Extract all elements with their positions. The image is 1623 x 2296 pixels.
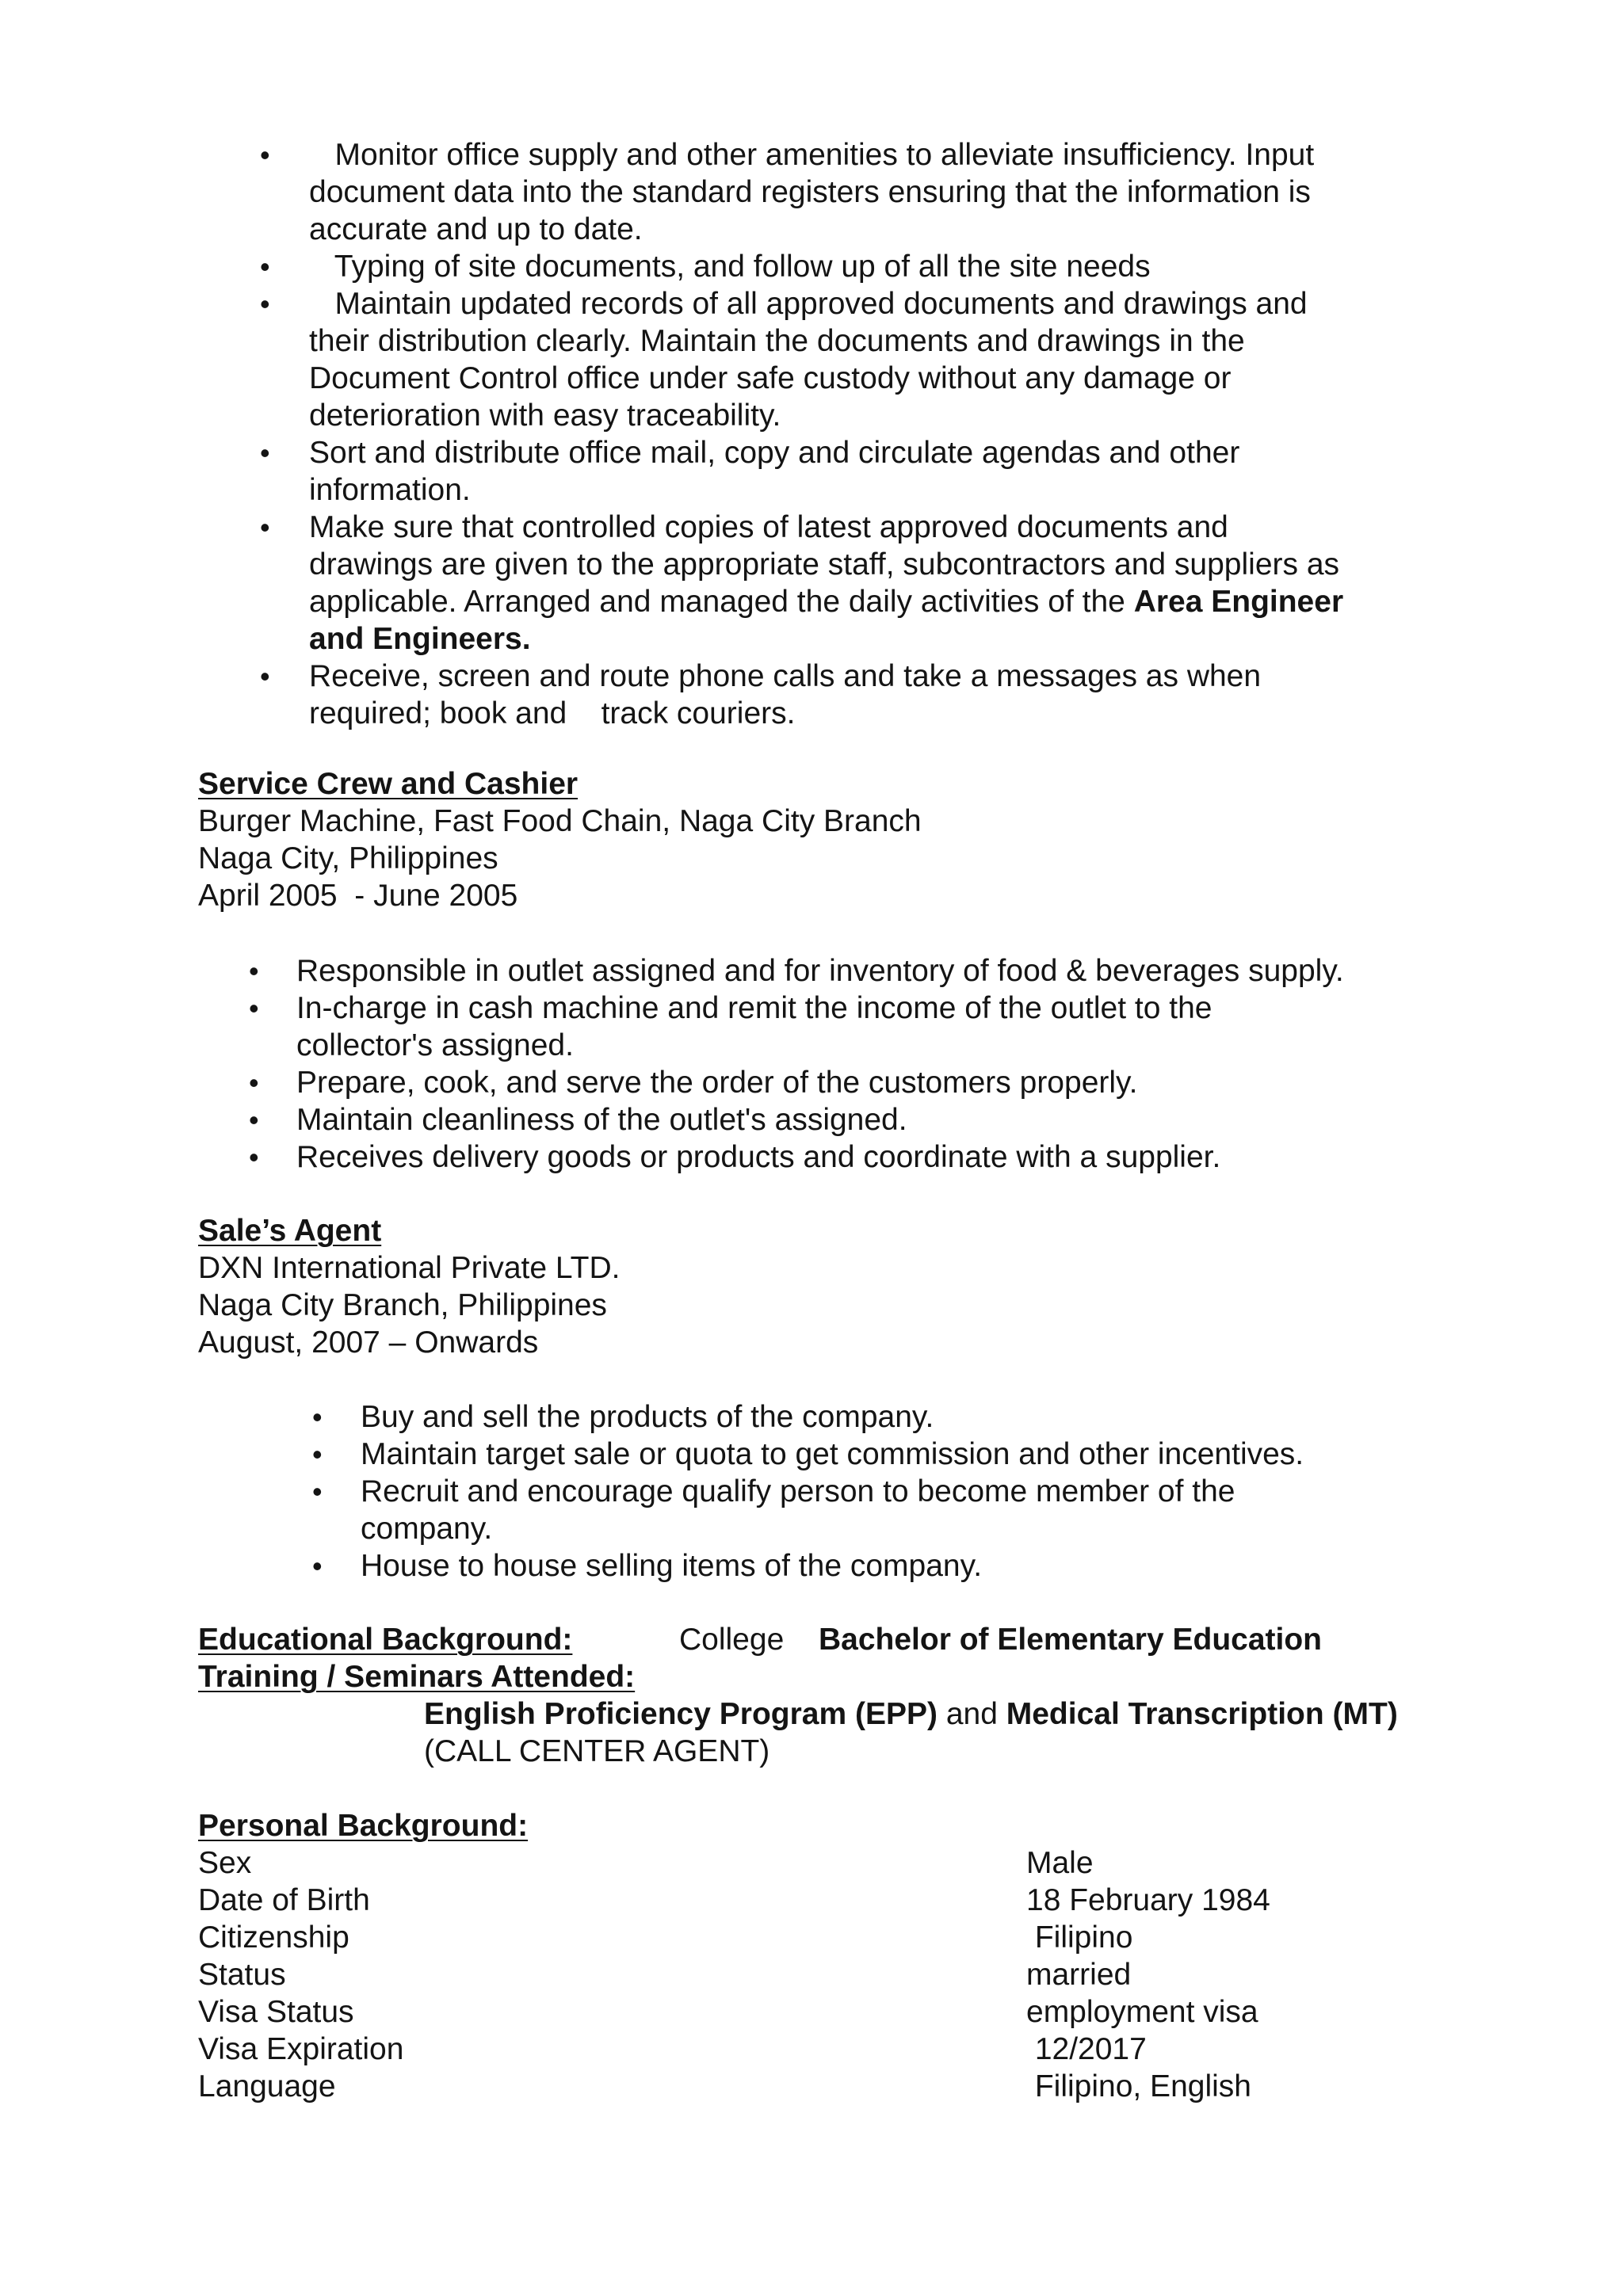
training-section — [198, 1658, 1545, 1768]
list-item — [296, 1064, 1137, 1101]
job-dates: August, 2007 – Onwards — [198, 1325, 539, 1360]
list-item-line: House to house selling items of the company. — [361, 1549, 983, 1583]
row-label: Status — [198, 1958, 286, 1992]
education-section — [198, 1621, 1545, 1658]
bullet-glyph: • — [312, 1550, 323, 1582]
bullet-glyph: • — [260, 288, 270, 320]
company-name: Burger Machine, Fast Food Chain, Naga City Branch — [198, 804, 922, 838]
education-level: College — [679, 1623, 785, 1657]
list-item — [309, 248, 1151, 285]
list-item-line: In-charge in cash machine and remit the income of the outlet to the — [296, 991, 1212, 1025]
list-item-line: document data into the standard registers ensuring that the information is — [309, 175, 1311, 209]
personal-row-dob — [198, 1882, 1466, 1919]
training-heading: Training / Seminars Attended: — [198, 1660, 636, 1694]
list-item-line: Responsible in outlet assigned and for inventory of food & beverages supply. — [296, 954, 1344, 988]
list-item-line: Buy and sell the products of the company. — [361, 1400, 934, 1434]
personal-row-visa-status — [198, 1993, 1466, 2031]
row-value: employment visa — [1026, 1995, 1258, 2029]
list-item-line — [309, 583, 1343, 620]
row-value: Filipino — [1026, 1920, 1133, 1955]
training-programs — [424, 1695, 1398, 1770]
personal-row-visa-expiration — [198, 2031, 1466, 2068]
area-engineer-bold: Area Engineer — [1133, 585, 1344, 619]
row-label: Date of Birth — [198, 1883, 370, 1917]
list-item-line: Prepare, cook, and serve the order of the customers properly. — [296, 1066, 1138, 1100]
row-value: 18 February 1984 — [1026, 1883, 1270, 1917]
bullet-glyph: • — [260, 250, 270, 283]
list-item — [296, 952, 1344, 990]
list-item-line: deterioration with easy traceability. — [309, 399, 781, 433]
bullet-glyph: • — [249, 992, 259, 1024]
row-value: Male — [1026, 1846, 1094, 1880]
service-crew-section — [198, 765, 922, 914]
list-item-line: drawings are given to the appropriate staff, subcontractors and suppliers as — [309, 547, 1340, 582]
sales-agent-section — [198, 1212, 621, 1361]
program-epp: English Proficiency Program (EPP) — [424, 1697, 938, 1731]
bullet-glyph: • — [249, 1141, 259, 1173]
list-item-line: Typing of site documents, and follow up of all the site needs — [309, 250, 1151, 284]
company-name: DXN International Private LTD. — [198, 1251, 621, 1285]
row-label: Visa Expiration — [198, 2032, 404, 2066]
row-label: Citizenship — [198, 1920, 349, 1955]
list-item-line: Maintain cleanliness of the outlet's assigned. — [296, 1103, 907, 1137]
bullet-glyph: • — [260, 511, 270, 543]
row-value: 12/2017 — [1026, 2032, 1147, 2066]
personal-row-citizenship — [198, 1919, 1466, 1956]
list-item-line: required; book and track couriers. — [309, 696, 796, 730]
list-item-line: Document Control office under safe custody without any damage or — [309, 361, 1232, 395]
list-item — [309, 136, 1314, 248]
education-heading: Educational Background: — [198, 1623, 573, 1657]
list-item-text: applicable. Arranged and managed the daily activities of the — [309, 585, 1134, 619]
bullet-glyph: • — [249, 1066, 259, 1099]
list-item-line: Make sure that controlled copies of latest approved documents and — [309, 510, 1228, 544]
bullet-glyph: • — [260, 139, 270, 171]
list-item-line: Monitor office supply and other amenities to alleviate insufficiency. Input — [309, 138, 1315, 172]
program-mt: Medical Transcription (MT) — [1006, 1697, 1398, 1731]
list-item-line: Maintain target sale or quota to get commission and other incentives. — [361, 1437, 1304, 1471]
personal-section — [198, 1807, 1545, 2103]
list-item — [361, 1398, 934, 1436]
list-item — [309, 509, 1343, 658]
row-value: married — [1026, 1958, 1132, 1992]
list-item-line: information. — [309, 473, 471, 507]
bullet-glyph: • — [312, 1401, 323, 1433]
list-item — [296, 1138, 1220, 1176]
list-item — [361, 1436, 1304, 1473]
list-item — [309, 434, 1239, 509]
section-title: Service Crew and Cashier — [198, 767, 579, 801]
list-item — [309, 285, 1308, 434]
section-title: Sale’s Agent — [198, 1214, 382, 1248]
list-item-line: Sort and distribute office mail, copy and circulate agendas and other — [309, 436, 1240, 470]
list-item — [361, 1547, 982, 1585]
list-item-line: Receives delivery goods or products and coordinate with a supplier. — [296, 1140, 1221, 1174]
education-degree: Bachelor of Elementary Education — [819, 1623, 1322, 1657]
training-note: (CALL CENTER AGENT) — [424, 1734, 770, 1768]
personal-row-status — [198, 1956, 1466, 1993]
bullet-glyph: • — [260, 660, 270, 692]
row-value: Filipino, English — [1026, 2069, 1251, 2103]
bullet-glyph: • — [249, 955, 259, 987]
personal-heading: Personal Background: — [198, 1809, 529, 1843]
list-item-line: their distribution clearly. Maintain the documents and drawings in the — [309, 324, 1245, 358]
list-item — [361, 1473, 1235, 1547]
program-connector: and — [938, 1697, 1006, 1731]
engineers-bold: and Engineers. — [309, 622, 531, 656]
list-item — [296, 1101, 907, 1138]
list-item-line: accurate and up to date. — [309, 212, 643, 246]
job-location: Naga City, Philippines — [198, 841, 498, 875]
personal-row-language — [198, 2068, 1466, 2105]
row-label: Visa Status — [198, 1995, 354, 2029]
list-item-line: collector's assigned. — [296, 1028, 574, 1062]
row-label: Language — [198, 2069, 336, 2103]
bullet-glyph: • — [249, 1104, 259, 1136]
personal-row-sex — [198, 1844, 1466, 1882]
list-item-line: Maintain updated records of all approved documents and drawings and — [309, 287, 1308, 321]
job-dates: April 2005 - June 2005 — [198, 879, 518, 913]
bullet-glyph: • — [312, 1438, 323, 1470]
list-item — [309, 658, 1261, 732]
training-programs-line — [424, 1695, 1398, 1733]
list-item-line: company. — [361, 1512, 493, 1546]
bullet-glyph: • — [312, 1475, 323, 1508]
list-item-line: Recruit and encourage qualify person to become member of the — [361, 1474, 1235, 1508]
row-label: Sex — [198, 1846, 252, 1880]
list-item-line: Receive, screen and route phone calls and take a messages as when — [309, 659, 1262, 693]
list-item — [296, 990, 1212, 1064]
bullet-glyph: • — [260, 437, 270, 469]
job-location: Naga City Branch, Philippines — [198, 1288, 607, 1322]
